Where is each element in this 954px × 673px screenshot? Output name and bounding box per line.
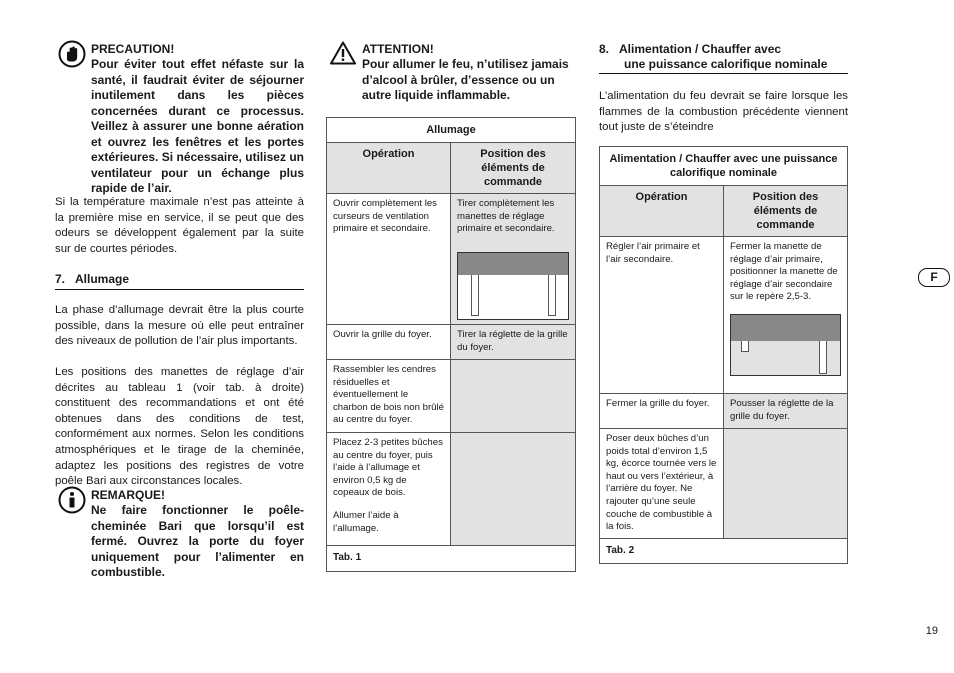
table1-row3-pos [451,360,576,433]
table1-row3-op: Rassembler les cendres résiduelles et éventuellement le charbon de bois non brûlé au centre du foyer. [327,360,451,433]
paragraph-alimentation: L’alimentation du feu devrait se faire lorsque les flammes de la combustion précédente viennent tout juste de s’éteindre [599,90,848,134]
control-panel-bar [458,253,568,275]
attention-text: Pour allumer le feu, n’utilisez jamais d’alcool à brûler, d’essence ou un autre liquide inflammable. [362,57,569,102]
page-number: 19 [925,625,938,637]
table1-row4-op: Placez 2-3 petites bûches au centre du foyer, puis l’aide à l’allumage et environ 0,5 kg de copeaux de bois. [333,437,443,499]
paragraph-first-use: Si la température maximale n’est pas atteinte à la première mise en service, il se peut que des odeurs se développent également par la suite sur de courtes périodes. [55,196,304,255]
table1-footer: Tab. 1 [327,546,576,572]
secondary-slider-mark-2 [819,341,827,374]
table2-col-position: Position des éléments de commande [724,186,848,237]
table1-row4-pos [451,433,576,546]
table-alimentation [599,146,848,564]
precaution-text: Pour éviter tout effet néfaste sur la santé, il faudrait éviter de séjourner inutilement dans les pièces concernées durant ce processus. Veillez à assurer une bonne aération et ouvrez les fenêtres et les portes extérieures. Si nécessaire, utilisez un ventilateur pour un échange plus rapide de l’air. [91,57,304,195]
table1-row1-pos: Tirer complètement les manettes de réglage primaire et secondaire. [457,198,555,235]
table2-footer: Tab. 2 [600,538,848,564]
section-7-title: 7. Allumage [55,272,130,286]
primary-slider-mark-2 [741,341,749,352]
secondary-slider-mark [548,275,556,316]
table2-row1-pos: Fermer la manette de réglage d’air primaire, positionner la manette de réglage d’air secondaire sur le repère 2,5-3. [730,241,838,303]
section-8-title-line2: une puissance calorifique nominale [624,57,828,71]
remarque-text: Ne faire fonctionner le poêle-cheminée Bari que lorsqu’il est fermé. Ouvrez la porte du foyer uniquement pour l’alimenter en combustible. [91,503,304,579]
table1-row2-op: Ouvrir la grille du foyer. [327,325,451,360]
section-8-title-line1: 8. Alimentation / Chauffer avec [599,42,782,56]
table2-col-operation: Opération [600,186,724,237]
table2-row3-pos [724,429,848,539]
table2-row2-op: Fermer la grille du foyer. [600,394,724,429]
control-panel-bar-2 [731,315,840,341]
table1-row4-op-cell [327,433,451,546]
table2-row1-op: Régler l’air primaire et l’air secondaire. [600,237,724,394]
section-7-rule [55,289,304,290]
paragraph-allumage: La phase d’allumage devrait être la plus courte possible, dans la mesure où elle peut entraîner des niveaux de pollution de l’air plus importants. [55,304,304,348]
hand-warning-icon [58,40,86,68]
primary-slider-mark [471,275,479,316]
table1-row4-op2: Allumer l’aide à l’allumage. [333,509,399,534]
remarque-title: REMARQUE! [91,488,165,502]
table-allumage [326,117,576,572]
table2-title: Alimentation / Chauffer avec une puissance calorifique nominale [600,147,848,186]
attention-triangle-icon [330,41,356,65]
table2-row2-pos: Pousser la réglette de la grille du foyer. [724,394,848,429]
table1-row1-pos-cell [451,194,576,325]
table1-col-operation: Opération [327,143,451,194]
paragraph-positions: Les positions des manettes de réglage d’air décrites au tableau 1 (voir tab. à droite) constituent des recommandations et ont été obtenues dans des conditions de test, conformément aux normes. Selon les conditions atmosphériques et le tirage de la cheminée, adaptez les positions des registres de votre poêle Bari aux circonstances locales. [55,366,304,488]
table1-title: Allumage [327,118,576,143]
section-8-rule [599,73,848,74]
air-control-illustration [457,252,569,320]
precaution-title: PRECAUTION! [91,42,175,56]
table1-col-position: Position des éléments de commande [451,143,576,194]
attention-title: ATTENTION! [362,42,434,56]
table1-row1-op: Ouvrir complètement les curseurs de ventilation primaire et secondaire. [327,194,451,325]
table2-row1-pos-cell [724,237,848,394]
table1-row2-pos: Tirer la réglette de la grille du foyer. [451,325,576,360]
air-control-illustration-2 [730,314,841,376]
table2-row3-op: Poser deux bûches d’un poids total d’environ 1,5 kg, écorce tournée vers le haut ou vers l’extérieur, à l’arrière du foyer. Ne rajouter qu’une seule couche de combustible à la fois. [600,429,724,539]
language-badge: F [918,268,950,287]
info-icon [58,486,86,514]
